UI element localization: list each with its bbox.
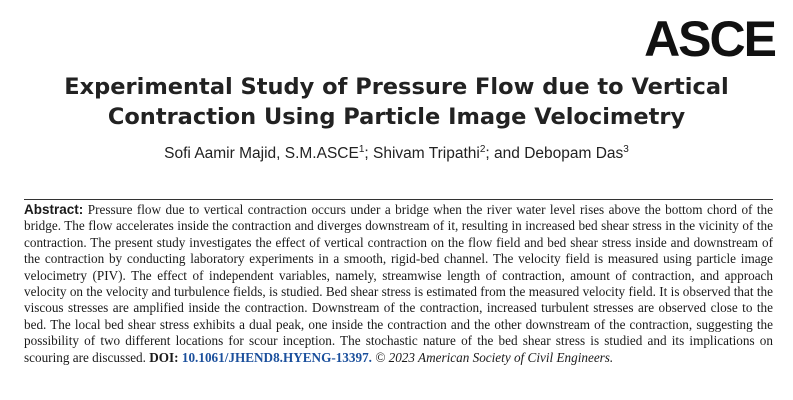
abstract-label: Abstract:: [24, 202, 84, 217]
author-name[interactable]: Shivam Tripathi: [373, 145, 480, 163]
abstract-body: Pressure flow due to vertical contraction occurs under a bridge when the river water level rises above the bottom chord of the bridge. The flow accelerates inside the contraction and diverges downstream of it, resulting in increased bed shear stress in the vicinity of the contraction. The present study investigates the effect of vertical contraction on the flow field and bed shear stress inside and downstream of the contraction by conducting laboratory experiments in a smooth, rigid-bed channel. The velocity field is measured using particle image velocimetry (PIV). The effect of independent variables, namely, streamwise length of contraction, amount of contraction, and approach velocity on the velocity and turbulence fields, is studied. Bed shear stress is estimated from the measured velocity field. It is observed that the viscous stresses are amplified inside the contraction. Downstream of the contraction, increased turbulent stresses are observed close to the bed. The local bed shear stress exhibits a dual peak, one inside the contraction and the other downstream of the contraction, suggesting the possibility of two different locations for scour inception. The stochastic nature of the bed shear stress is studied and its implications on scouring are discussed.: [24, 202, 774, 365]
doi-link[interactable]: 10.1061/JHEND8.HYENG-13397.: [181, 349, 372, 365]
affiliation-marker: 2: [479, 144, 486, 155]
affiliation-marker: 1: [358, 144, 365, 155]
copyright-notice: © 2023 American Society of Civil Engineers.: [375, 349, 614, 365]
author-name[interactable]: Debopam Das: [524, 145, 624, 163]
author-name[interactable]: Sofi Aamir Majid, S.M.ASCE: [164, 145, 359, 163]
asce-logo: ASCE: [644, 11, 775, 67]
author-list: [0, 144, 793, 163]
title-line-2: Contraction Using Particle Image Velocimetry: [107, 104, 686, 130]
abstract-block: [24, 202, 773, 366]
author-separator: ; and: [485, 145, 525, 163]
affiliation-marker: 3: [623, 144, 629, 155]
title-line-1: Experimental Study of Pressure Flow due to Vertical: [64, 74, 729, 100]
abstract-divider: [24, 199, 773, 200]
doi-label: DOI:: [149, 349, 179, 365]
author-separator: ;: [364, 145, 374, 163]
article-title: [0, 72, 793, 132]
